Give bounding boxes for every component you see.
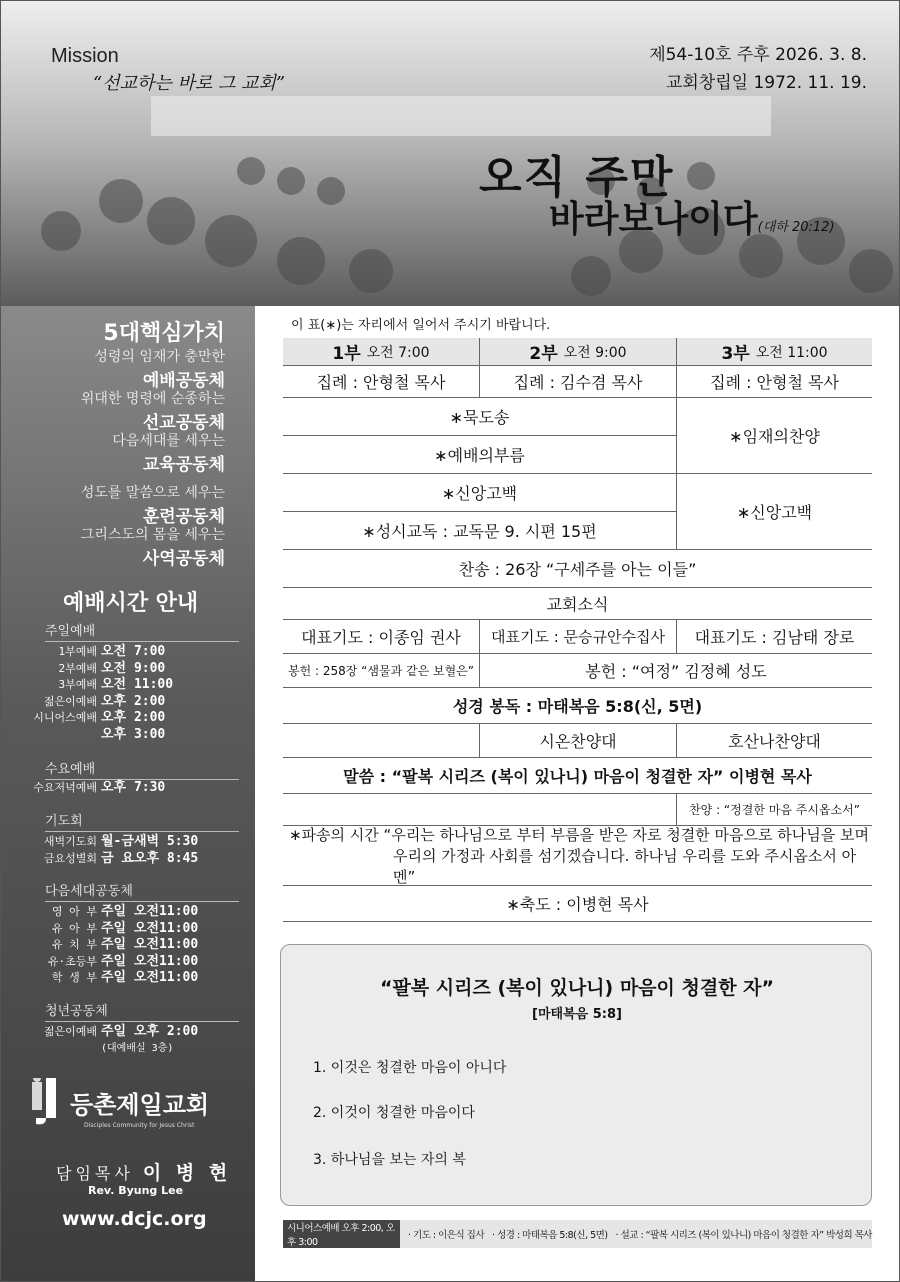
church-logo — [32, 1078, 209, 1126]
seniors-sermon: · 설교 : “팔복 시리즈 (복이 있나니) 마음이 청결한 자” 박성희 목사 — [615, 1230, 872, 1241]
prayer-row — [283, 620, 872, 654]
core-value-name: 훈련공동체 — [142, 507, 225, 527]
service-name: 유 치 부 — [51, 938, 97, 951]
nextgen-schedule — [21, 904, 241, 987]
service-time: 오후 2:00 — [101, 710, 166, 725]
call-to-worship: ∗예배의부름 — [434, 446, 525, 465]
schedule-row — [21, 970, 241, 987]
schedule-row — [21, 1041, 241, 1058]
schedule-row — [21, 937, 241, 954]
issue-line: 제54-10호 주후 2026. 3. 8. — [649, 45, 867, 65]
service-3-header — [676, 338, 872, 365]
church-news: 교회소식 — [546, 595, 609, 614]
core-value-desc: 성령의 임재가 충만한 — [94, 349, 225, 365]
sermon-line: 말씀 : “팔복 시리즈 (복이 있나니) 마음이 청결한 자” 이병현 목사 — [343, 767, 812, 786]
service-name: 3부 — [721, 344, 750, 364]
scripture-row — [283, 688, 872, 724]
service-time: 오전 11:00 — [755, 344, 828, 361]
core-value-name: 사역공동체 — [142, 549, 225, 569]
service-time: 오전 7:00 — [101, 644, 166, 659]
church-english-name: Disciples Community for Jesus Christ — [84, 1122, 195, 1129]
headline-text: 바라보나이다 — [549, 199, 758, 240]
schedule-row — [21, 661, 241, 678]
service-name: 학 생 부 — [51, 971, 97, 984]
issue-info — [649, 41, 867, 97]
sending-line-1: ∗파송의 시간 “우리는 하나님으로 부터 부름을 받은 자로 청결한 마음으로 하나님을 보며 — [289, 826, 869, 844]
hymn-row — [283, 550, 872, 588]
headline-line-1: 오직 주만 — [479, 152, 675, 203]
sending-row — [283, 826, 872, 886]
core-value-name: 선교공동체 — [142, 413, 225, 433]
service-name: 수요저녁예배 — [33, 781, 97, 794]
schedule-row — [21, 921, 241, 938]
call-to-worship-row — [283, 436, 676, 474]
headline-reference: (대하 20:12) — [757, 220, 835, 235]
core-value-desc: 다음세대를 세우는 — [112, 433, 225, 449]
pastor-english-name: Rev. Byung Lee — [88, 1184, 184, 1197]
service-time: 금 요오후 8:45 — [101, 850, 199, 866]
section-next-generation: 다음세대공동체 — [45, 880, 239, 902]
choir-row — [283, 724, 872, 758]
church-logo-icon — [32, 1078, 62, 1126]
service-time: 오후 2:00 — [101, 693, 166, 709]
service-name: 1부예배 — [58, 645, 97, 658]
mission-label: Mission — [51, 45, 119, 67]
wednesday-schedule — [21, 780, 241, 797]
schedule-row — [21, 834, 241, 851]
service-time: 오전 9:00 — [563, 344, 627, 361]
service-name: 젊은이예배 — [43, 694, 97, 708]
schedule-row — [21, 677, 241, 694]
service-time: 주일 오전11:00 — [101, 904, 199, 919]
church-name: 등촌제일교회 — [70, 1090, 210, 1119]
service-name: 새벽기도회 — [43, 835, 97, 848]
core-value — [81, 388, 225, 433]
choir-service-3: 호산나찬양대 — [676, 724, 872, 757]
service-name: 1부 — [332, 344, 361, 364]
prayer-service-1: 대표기도 : 이종임 권사 — [301, 628, 461, 647]
section-prayer: 기도회 — [45, 810, 239, 832]
core-value-desc: 그리스도의 몸을 세우는 — [80, 527, 225, 543]
service-time: 오전 11:00 — [101, 677, 174, 692]
service-time: 주일 오전11:00 — [101, 920, 199, 936]
core-values-title: 5대핵심가치 — [103, 321, 225, 346]
responsive-reading-row — [283, 512, 676, 550]
service-time: 주일 오전11:00 — [101, 970, 199, 985]
service-header-row — [283, 338, 872, 366]
creed-service-3: ∗신앙고백 — [676, 474, 872, 550]
sermon-outline-box — [280, 944, 872, 1206]
service-name: 2부 — [529, 344, 558, 364]
core-value-desc: 위대한 명령에 순종하는 — [80, 391, 225, 407]
pastor-role: 담임목사 — [56, 1164, 134, 1183]
pastor-name: 이 병 현 — [142, 1162, 232, 1184]
sermon-reference: [마태복음 5:8] — [532, 1007, 622, 1022]
sermon-point: 1. 이것은 청결한 마음이 아니다 — [313, 1060, 507, 1076]
schedule-row — [21, 904, 241, 921]
service-time: 주일 오전11:00 — [101, 953, 199, 969]
offering-services-2-3: 봉헌 : “여정” 김정혜 성도 — [479, 654, 872, 687]
standing-notice: 이 표(∗)는 자리에서 일어서 주시기 바랍니다. — [291, 318, 551, 333]
schedule-row — [21, 710, 241, 727]
schedule-row — [21, 851, 241, 868]
service-2-leader: 집례 : 김수겸 목사 — [479, 366, 676, 397]
mission-motto: “선교하는 바로 그 교회” — [93, 73, 286, 94]
service-2-header — [479, 338, 676, 365]
youth-location-note: (대예배실 3층) — [101, 1042, 174, 1054]
service-time: 오전 9:00 — [101, 660, 166, 676]
service-time: 월-금새벽 5:30 — [101, 834, 199, 849]
silent-prayer-row — [283, 398, 676, 436]
section-sunday: 주일예배 — [45, 620, 239, 642]
schedule-row — [21, 1024, 241, 1041]
presence-song: ∗임재의찬양 — [676, 398, 872, 474]
service-name: 금요성별회 — [43, 851, 97, 865]
youth-schedule — [21, 1024, 241, 1057]
service-name: 유·초등부 — [47, 954, 97, 968]
header-photo — [1, 1, 899, 306]
service-name: 3부예배 — [58, 678, 97, 691]
core-value-name: 교육공동체 — [142, 455, 225, 475]
scripture-reading: 성경 봉독 : 마태복음 5:8(신, 5면) — [452, 697, 703, 716]
headline-line-2 — [549, 191, 835, 242]
schedule-row — [21, 954, 241, 971]
leader-row — [283, 366, 872, 398]
service-time: 주일 오전11:00 — [101, 937, 199, 952]
offering-row — [283, 654, 872, 688]
offering-service-1: 봉헌 : 258장 “샘물과 같은 보혈은” — [288, 664, 474, 678]
core-value-name: 예배공동체 — [142, 371, 225, 391]
service-time: 오후 3:00 — [101, 726, 166, 742]
seniors-service-label: 시니어스예배 오후 2:00, 오후 3:00 — [283, 1220, 400, 1248]
sidebar — [1, 306, 255, 1281]
core-value — [81, 524, 225, 569]
benediction-row — [283, 886, 872, 922]
schedule-row — [21, 780, 241, 797]
sermon-point: 2. 이것이 청결한 마음이다 — [313, 1105, 475, 1121]
response-song: 찬양 : “정결한 마음 주시옵소서” — [676, 794, 872, 825]
core-value — [94, 346, 225, 391]
service-name: 유 아 부 — [51, 921, 97, 935]
prayer-service-2: 대표기도 : 문승규안수집사 — [479, 620, 676, 653]
service-time: 주일 오후 2:00 — [101, 1024, 199, 1039]
service-time: 오후 7:30 — [101, 780, 166, 795]
website-link[interactable]: www.dcjc.org — [62, 1208, 207, 1230]
section-youth: 청년공동체 — [45, 1000, 239, 1022]
schedule-row — [21, 644, 241, 661]
senior-pastor — [56, 1158, 231, 1185]
service-name — [21, 727, 101, 744]
core-value — [81, 482, 225, 527]
prayer-service-3: 대표기도 : 김남태 장로 — [676, 620, 872, 653]
sermon-row — [283, 758, 872, 794]
response-song-row — [283, 794, 872, 826]
silent-prayer: ∗묵도송 — [449, 408, 510, 427]
service-1-leader: 집례 : 안형철 목사 — [316, 373, 446, 392]
choir-service-1 — [283, 724, 479, 757]
responsive-reading: ∗성시교독 : 교독문 9. 시편 15편 — [362, 522, 597, 541]
prayer-schedule — [21, 834, 241, 867]
creed-row — [283, 474, 676, 512]
sunday-schedule — [21, 644, 241, 743]
service-name: 젊은이예배 — [43, 1025, 97, 1038]
founded-line: 교회창립일 1972. 11. 19. — [665, 73, 867, 93]
creed: ∗신앙고백 — [441, 484, 518, 503]
core-value — [112, 430, 225, 475]
benediction: ∗축도 : 이병현 목사 — [506, 895, 649, 914]
sermon-title: “팔복 시리즈 (복이 있나니) 마음이 청결한 자” — [379, 977, 775, 999]
service-1-header — [283, 338, 479, 365]
seniors-prayer: · 기도 : 이은식 집사 — [407, 1230, 485, 1241]
hymn: 찬송 : 26장 “구세주를 아는 이들” — [458, 560, 697, 579]
seniors-scripture: · 성경 : 마태복음 5:8(신, 5면) — [492, 1230, 608, 1241]
choir-service-2: 시온찬양대 — [479, 724, 676, 757]
sending-line-2: 우리의 가정과 사회를 섬기겠습니다. 하나님 우리를 도와 주시옵소서 아멘” — [393, 847, 857, 886]
seniors-service-bar — [283, 1220, 872, 1248]
news-row — [283, 588, 872, 620]
service-name: 영 아 부 — [51, 905, 97, 918]
service-times-title: 예배시간 안내 — [63, 591, 199, 616]
core-value-desc: 성도를 말씀으로 세우는 — [80, 485, 225, 501]
schedule-row — [21, 694, 241, 711]
service-name: 시니어스예배 — [33, 711, 97, 724]
schedule-row — [21, 727, 241, 744]
section-wednesday: 수요예배 — [45, 758, 239, 780]
service-3-leader: 집례 : 안형철 목사 — [676, 366, 872, 397]
sermon-point: 3. 하나님을 보는 자의 복 — [313, 1152, 466, 1168]
service-time: 오전 7:00 — [366, 344, 430, 361]
service-name: 2부예배 — [58, 661, 97, 675]
